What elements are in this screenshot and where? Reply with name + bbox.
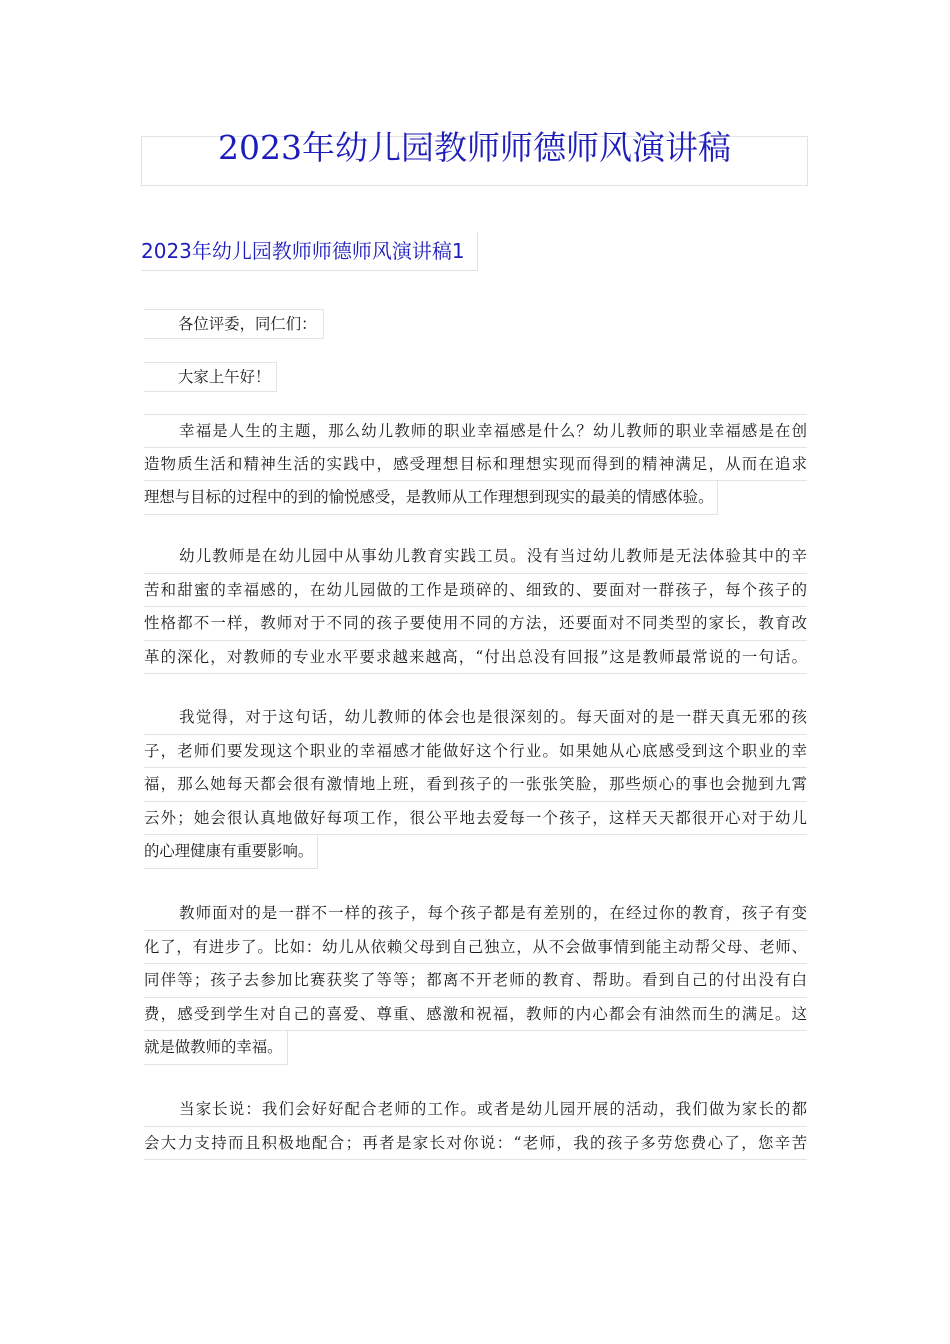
paragraph-line: 造物质生活和精神生活的实践中，感受理想目标和理想实现而得到的精神满足，从而在追求 xyxy=(144,448,807,482)
paragraph-line: 会大力支持而且积极地配合；再者是家长对你说：“老师，我的孩子多劳您费心了，您辛苦 xyxy=(144,1127,807,1161)
paragraph-line: 子，老师们要发现这个职业的幸福感才能做好这个行业。如果她从心底感受到这个职业的幸 xyxy=(144,735,807,769)
paragraph-line: 云外；她会很认真地做好每项工作，很公平地去爱每一个孩子，这样天天都很开心对于幼儿 xyxy=(144,802,807,836)
salutation xyxy=(144,309,324,339)
paragraph-line: 幼儿教师是在幼儿园中从事幼儿教育实践工员。没有当过幼儿教师是无法体验其中的辛 xyxy=(144,540,807,574)
paragraph-3 xyxy=(144,701,807,881)
paragraph-line: 费，感受到学生对自己的喜爱、尊重、感激和祝福，教师的内心都会有油然而生的满足。这 xyxy=(144,998,807,1032)
paragraph-line: 同伴等；孩子去参加比赛获奖了等等；都离不开老师的教育、帮助。看到自己的付出没有白 xyxy=(144,964,807,998)
paragraph-line: 就是做教师的幸福。 xyxy=(144,1031,288,1065)
section-heading: 2023年幼儿园教师师德师风演讲稿1 xyxy=(141,232,478,271)
greeting-text: 大家上午好！ xyxy=(178,368,271,386)
paragraph-line: 幸福是人生的主题，那么幼儿教师的职业幸福感是什么？幼儿教师的职业幸福感是在创 xyxy=(144,414,807,448)
paragraph-2 xyxy=(144,540,807,674)
paragraph-line: 性格都不一样，教师对于不同的孩子要使用不同的方法，还要面对不同类型的家长，教育改 xyxy=(144,607,807,641)
paragraph-line: 革的深化，对教师的专业水平要求越来越高，“付出总没有回报”这是教师最常说的一句话。 xyxy=(144,641,807,675)
paragraph-line: 当家长说：我们会好好配合老师的工作。或者是幼儿园开展的活动，我们做为家长的都 xyxy=(144,1093,807,1127)
paragraph-line: 理想与目标的过程中的到的愉悦感受，是教师从工作理想到现实的最美的情感体验。 xyxy=(144,481,718,515)
paragraph-line: 化了，有进步了。比如：幼儿从依赖父母到自己独立，从不会做事情到能主动帮父母、老师、 xyxy=(144,931,807,965)
paragraph-line: 我觉得，对于这句话，幼儿教师的体会也是很深刻的。每天面对的是一群天真无邪的孩 xyxy=(144,701,807,735)
paragraph-line: 的心理健康有重要影响。 xyxy=(144,835,318,869)
paragraph-1 xyxy=(144,414,807,527)
document-title: 2023年幼儿园教师师德师风演讲稿 xyxy=(218,128,731,167)
paragraph-4 xyxy=(144,897,807,1077)
paragraph-line: 苦和甜蜜的幸福感的，在幼儿园做的工作是琐碎的、细致的、要面对一群孩子，每个孩子的 xyxy=(144,574,807,608)
paragraph-line: 教师面对的是一群不一样的孩子，每个孩子都是有差别的，在经过你的教育，孩子有变 xyxy=(144,897,807,931)
salutation-text: 各位评委，同仁们： xyxy=(178,315,317,333)
paragraph-line: 福，那么她每天都会很有激情地上班，看到孩子的一张张笑脸，那些烦心的事也会抛到九霄 xyxy=(144,768,807,802)
greeting xyxy=(144,362,277,392)
paragraph-5 xyxy=(144,1093,807,1160)
